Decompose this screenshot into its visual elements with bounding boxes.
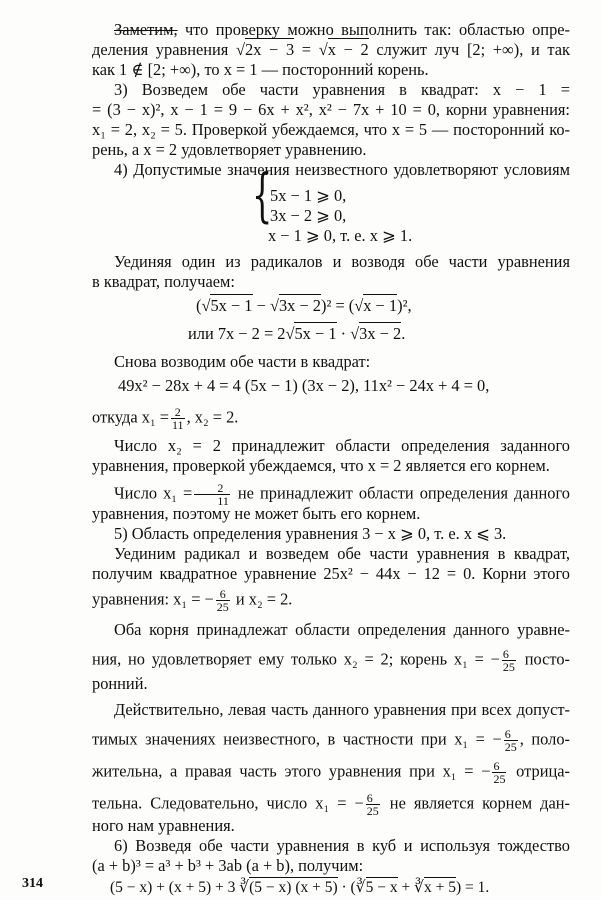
text-line: Оба корня принадлежат области определения данного уравне- [114,620,570,639]
fraction: $\frac{2}{11}$ [172,405,184,432]
text-line: в квадрат, получаем: [92,272,235,291]
text-line: Действительно, левая часть данного уравнения при всех допуст- [114,700,570,719]
text-line: = (3 − x)², x − 1 = 9 − 6x + x², x² − 7x + 10 = 0, корни уравнения: [92,100,570,119]
page-number: 314 [22,876,43,891]
fraction: $\frac{2}{11}$ [194,482,230,507]
system-line: 3x − 2 ⩾ 0, [270,206,347,225]
text-line: Число x₁ = $\frac{2}{11}$ не принадлежит области определения данного [114,481,570,508]
text-line: Снова возводим обе части в квадрат: [114,352,371,371]
text-line: уравнения, поэтому не может быть его корнем. [92,504,421,523]
text-line: 4) Допустимые значения неизвестного удовлетворяют условиям [114,160,570,179]
fraction: $\frac{6}{25}$ [502,647,515,674]
text-line: получим квадратное уравнение 25x² − 44x − 12 = 0. Корни этого [92,564,570,583]
text-line: как 1 ∉ [2; +∞), то x = 1 — посторонний корень. [92,60,429,79]
text-line: x₁ = 2, x₂ = 5. Проверкой убеждаемся, что x = 5 — посторонний ко- [92,120,570,139]
text-line: уравнения, проверкой убеждаемся, что x = 2 является его корнем. [92,456,550,475]
text-line: 3) Возведем обе части уравнения в квадрат: x − 1 = [114,80,570,99]
fraction: $\frac{6}{25}$ [216,587,229,614]
fraction: $\frac{6}{25}$ [366,791,379,818]
system-line: x − 1 ⩾ 0, т. е. x ⩾ 1. [268,226,413,245]
equation: (5 − x) + (x + 5) + 3 ∛(5 − x) (x + 5) · (∛5 − x + ∛x + 5) = 1. [110,879,490,896]
text-line: Число x₂ = 2 принадлежит области определения заданного [114,436,570,455]
text-line: (a + b)³ = a³ + b³ + 3ab (a + b), получим: [92,856,364,875]
equation: 49x² − 28x + 4 = 4 (5x − 1) (3x − 2), 11x² − 24x + 4 = 0, [118,376,490,395]
text-line: Уединяя один из радикалов и возводя обе части уравнения [114,252,570,271]
system-line: 5x − 1 ⩾ 0, [270,186,347,205]
text-line: ния, но удовлетворяет ему только x₂ = 2; корень x₁ = − $\frac{6}{25}$ посто- [92,647,570,674]
struck-word: Заметим, [114,20,178,39]
text-line: ного нам уравнения. [92,816,235,835]
equation: или 7x − 2 = 2√5x − 1 · √3x − 2. [188,324,406,343]
text-line: 5) Область определения уравнения 3 − x ⩾ 0, т. е. x ⩽ 3. [114,524,507,543]
text-line: 6) Возведя обе части уравнения в куб и используя тождество [114,836,570,855]
text-line: тимых значениях неизвестного, в частности при x₁ = − $\frac{6}{25}$ , поло- [92,727,570,754]
text-line: жительна, а правая часть этого уравнения при x₁ = − $\frac{6}{25}$ отрица- [92,759,570,786]
system-brace: { [252,161,273,229]
text-line: рень, а x = 2 удовлетворяет уравнению. [92,140,367,159]
text-line: деления уравнения √2x − 3 = √x − 2 служит луч [2; +∞), и так [92,40,570,59]
text-line: Уединим радикал и возведем обе части уравнения в квадрат, [114,544,570,563]
text-line: тельна. Следовательно, число x₁ = − $\frac{6}{25}$ не является корнем дан- [92,791,570,818]
text-line: уравнения: x₁ = − $\frac{6}{25}$ и x₂ = 2. [92,587,293,614]
fraction: $\frac{6}{25}$ [493,759,506,786]
text-line: откуда x₁ = $\frac{2}{11}$ , x₂ = 2. [92,405,239,432]
equation: (√5x − 1 − √3x − 2)² = (√x − 1)², [196,296,412,315]
text-line: ронний. [92,674,148,693]
text-line: Заметим, что проверку можно выполнить так: областью опре- [114,20,570,39]
fraction: $\frac{6}{25}$ [504,727,517,754]
